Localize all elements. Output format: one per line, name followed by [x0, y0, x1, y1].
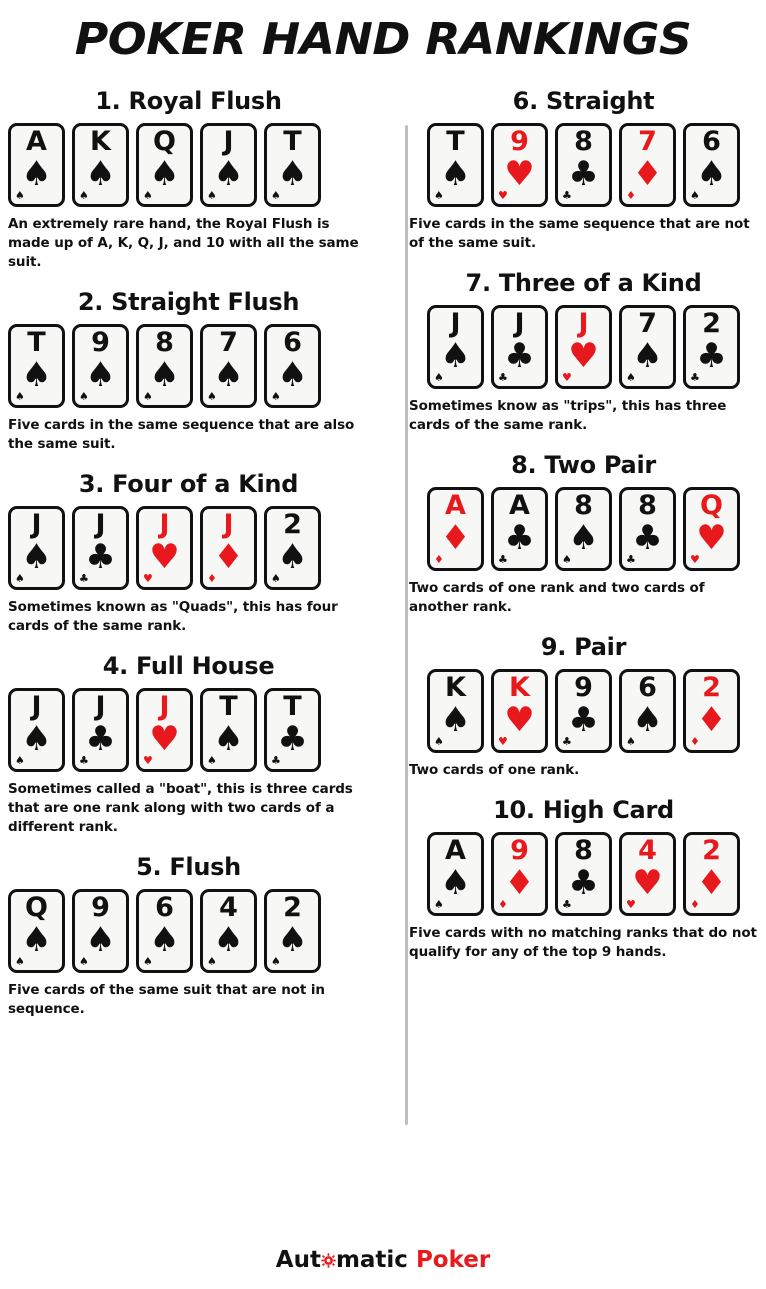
playing-card: [264, 889, 321, 973]
card-row: [409, 123, 758, 207]
card-rank: 2: [702, 835, 721, 866]
card-rank: J: [31, 691, 42, 722]
card-suit-corner-spade-icon: ♠: [79, 955, 89, 968]
card-rank: 9: [510, 126, 529, 157]
playing-card: [72, 506, 129, 590]
card-suit-club-icon: ♣: [277, 719, 308, 759]
card-suit-corner-spade-icon: ♠: [143, 955, 153, 968]
card-rank: T: [446, 126, 465, 157]
card-rank: J: [159, 509, 170, 540]
playing-card: [683, 669, 740, 753]
card-suit-club-icon: ♣: [85, 719, 116, 759]
card-rank: J: [95, 509, 106, 540]
card-suit-spade-icon: ♠: [21, 537, 52, 577]
card-row: [8, 123, 369, 207]
card-rank: 6: [702, 126, 721, 157]
brand-automatic-rest: matic: [335, 1247, 408, 1273]
card-suit-corner-club-icon: ♣: [562, 735, 572, 748]
hand-description: Sometimes know as "trips", this has three cards of the same rank.: [409, 398, 727, 433]
playing-card: [8, 506, 65, 590]
hand-title: 2. Straight Flush: [77, 288, 300, 316]
card-suit-spade-icon: ♠: [149, 355, 180, 395]
card-suit-spade-icon: ♠: [277, 920, 308, 960]
card-suit-heart-icon: ♥: [149, 537, 180, 577]
hand-description: Two cards of one rank and two cards of another rank.: [409, 580, 705, 615]
card-suit-spade-icon: ♠: [277, 154, 308, 194]
playing-card: [683, 487, 740, 571]
hand-block: [8, 652, 369, 837]
card-suit-diamond-icon: ♦: [504, 863, 535, 903]
card-suit-spade-icon: ♠: [277, 537, 308, 577]
card-suit-corner-club-icon: ♣: [271, 754, 281, 767]
playing-card: [683, 305, 740, 389]
card-rank: K: [509, 672, 530, 703]
card-rank: 2: [283, 509, 302, 540]
hand-title: 6. Straight: [512, 87, 655, 115]
hand-title: 4. Full House: [102, 652, 275, 680]
card-suit-spade-icon: ♠: [440, 863, 471, 903]
card-rank: 2: [283, 892, 302, 923]
playing-card: [427, 669, 484, 753]
card-row: [409, 487, 758, 571]
card-suit-club-icon: ♣: [568, 863, 599, 903]
card-suit-corner-heart-icon: ♥: [498, 735, 508, 748]
card-suit-corner-heart-icon: ♥: [143, 572, 153, 585]
card-suit-corner-club-icon: ♣: [562, 189, 572, 202]
hand-description: Five cards in the same sequence that are also the same suit.: [8, 417, 355, 452]
playing-card: [555, 123, 612, 207]
card-rank: J: [95, 691, 106, 722]
card-suit-club-icon: ♣: [85, 537, 116, 577]
hand-description: Sometimes called a "boat", this is three cards that are one rank along with two cards of a different rank.: [8, 781, 353, 835]
playing-card: [555, 305, 612, 389]
column-divider: [405, 125, 408, 1125]
card-suit-heart-icon: ♥: [504, 700, 535, 740]
hand-description: Two cards of one rank.: [409, 762, 580, 778]
playing-card: [72, 889, 129, 973]
card-suit-diamond-icon: ♦: [632, 154, 663, 194]
card-rank: 7: [638, 126, 657, 157]
card-rank: 4: [219, 892, 238, 923]
card-rank: J: [223, 509, 234, 540]
card-suit-corner-club-icon: ♣: [498, 553, 508, 566]
playing-card: [136, 506, 193, 590]
hand-title: 3. Four of a Kind: [78, 470, 299, 498]
playing-card: [200, 889, 257, 973]
card-suit-corner-diamond-icon: ♦: [434, 553, 444, 566]
card-rank: 8: [574, 490, 593, 521]
card-suit-corner-spade-icon: ♠: [271, 189, 281, 202]
playing-card: [72, 324, 129, 408]
card-suit-spade-icon: ♠: [21, 355, 52, 395]
hand-description: An extremely rare hand, the Royal Flush is made up of A, K, Q, J, and 10 with all the same suit.: [8, 216, 359, 270]
card-suit-spade-icon: ♠: [213, 154, 244, 194]
card-suit-corner-diamond-icon: ♦: [498, 898, 508, 911]
card-rank: 9: [510, 835, 529, 866]
card-row: [409, 669, 758, 753]
card-rank: A: [26, 126, 47, 157]
card-suit-spade-icon: ♠: [277, 355, 308, 395]
hand-block: [409, 796, 758, 962]
hand-description: Sometimes known as "Quads", this has four cards of the same rank.: [8, 599, 338, 634]
playing-card: [264, 324, 321, 408]
playing-card: [200, 324, 257, 408]
card-suit-spade-icon: ♠: [21, 719, 52, 759]
brand-automatic-first: Aut: [275, 1247, 321, 1273]
playing-card: [72, 688, 129, 772]
brand-poker: Poker: [415, 1247, 491, 1273]
playing-card: [200, 688, 257, 772]
card-rank: 2: [702, 308, 721, 339]
card-row: [8, 506, 369, 590]
card-suit-corner-club-icon: ♣: [79, 754, 89, 767]
card-rank: 9: [91, 327, 110, 358]
hand-block: [409, 451, 758, 617]
card-suit-spade-icon: ♠: [85, 355, 116, 395]
card-suit-spade-icon: ♠: [85, 154, 116, 194]
card-suit-corner-spade-icon: ♠: [15, 754, 25, 767]
card-suit-corner-club-icon: ♣: [498, 371, 508, 384]
card-suit-spade-icon: ♠: [440, 154, 471, 194]
card-rank: A: [445, 835, 466, 866]
playing-card: [264, 506, 321, 590]
card-row: [409, 305, 758, 389]
card-suit-spade-icon: ♠: [632, 336, 663, 376]
card-suit-corner-spade-icon: ♠: [271, 390, 281, 403]
hand-title: 1. Royal Flush: [95, 87, 282, 115]
card-row: [409, 832, 758, 916]
card-suit-corner-spade-icon: ♠: [434, 189, 444, 202]
card-suit-corner-club-icon: ♣: [79, 572, 89, 585]
hand-block: [8, 853, 369, 1019]
card-suit-corner-spade-icon: ♠: [79, 189, 89, 202]
columns-container: [0, 87, 766, 1035]
card-rank: T: [219, 691, 238, 722]
card-rank: J: [450, 308, 461, 339]
hand-title: 8. Two Pair: [511, 451, 656, 479]
playing-card: [136, 688, 193, 772]
card-rank: J: [514, 308, 525, 339]
card-rank: J: [578, 308, 589, 339]
card-suit-corner-spade-icon: ♠: [271, 572, 281, 585]
card-rank: Q: [153, 126, 176, 157]
card-suit-corner-heart-icon: ♥: [690, 553, 700, 566]
card-suit-club-icon: ♣: [568, 700, 599, 740]
playing-card: [136, 123, 193, 207]
card-suit-corner-spade-icon: ♠: [143, 390, 153, 403]
card-suit-corner-diamond-icon: ♦: [626, 189, 636, 202]
playing-card: [491, 487, 548, 571]
card-suit-heart-icon: ♥: [149, 719, 180, 759]
card-rank: 8: [155, 327, 174, 358]
card-rank: 7: [219, 327, 238, 358]
card-rank: 4: [638, 835, 657, 866]
card-suit-spade-icon: ♠: [632, 700, 663, 740]
playing-card: [8, 324, 65, 408]
card-row: [8, 688, 369, 772]
playing-card: [8, 123, 65, 207]
card-suit-corner-spade-icon: ♠: [15, 572, 25, 585]
card-rank: 6: [638, 672, 657, 703]
page-title: POKER HAND RANKINGS: [74, 14, 692, 65]
card-suit-spade-icon: ♠: [85, 920, 116, 960]
hand-block: [8, 87, 369, 272]
gear-icon: [321, 1248, 336, 1263]
card-suit-spade-icon: ♠: [149, 154, 180, 194]
hand-description: Five cards with no matching ranks that do not qualify for any of the top 9 hands.: [409, 925, 757, 960]
card-suit-corner-club-icon: ♣: [690, 371, 700, 384]
card-row: [8, 889, 369, 973]
card-rank: T: [283, 126, 302, 157]
card-row: [8, 324, 369, 408]
card-suit-corner-heart-icon: ♥: [562, 371, 572, 384]
card-rank: 7: [638, 308, 657, 339]
playing-card: [491, 832, 548, 916]
card-rank: 6: [155, 892, 174, 923]
playing-card: [683, 832, 740, 916]
card-suit-spade-icon: ♠: [440, 336, 471, 376]
card-suit-corner-spade-icon: ♠: [626, 371, 636, 384]
card-suit-spade-icon: ♠: [213, 719, 244, 759]
card-suit-corner-club-icon: ♣: [626, 553, 636, 566]
hand-block: [8, 470, 369, 636]
hand-title: 10. High Card: [493, 796, 674, 824]
card-suit-club-icon: ♣: [504, 518, 535, 558]
card-rank: K: [445, 672, 466, 703]
card-suit-corner-spade-icon: ♠: [15, 955, 25, 968]
playing-card: [491, 669, 548, 753]
card-rank: 8: [574, 126, 593, 157]
hand-block: [409, 87, 758, 253]
card-suit-spade-icon: ♠: [440, 700, 471, 740]
card-suit-corner-heart-icon: ♥: [498, 189, 508, 202]
card-rank: 8: [574, 835, 593, 866]
card-suit-corner-diamond-icon: ♦: [207, 572, 217, 585]
card-suit-diamond-icon: ♦: [213, 537, 244, 577]
card-suit-corner-spade-icon: ♠: [434, 735, 444, 748]
card-suit-corner-spade-icon: ♠: [271, 955, 281, 968]
playing-card: [619, 487, 676, 571]
card-suit-spade-icon: ♠: [21, 920, 52, 960]
card-suit-spade-icon: ♠: [149, 920, 180, 960]
hand-block: [409, 633, 758, 780]
playing-card: [136, 324, 193, 408]
card-suit-corner-spade-icon: ♠: [15, 189, 25, 202]
card-suit-spade-icon: ♠: [21, 154, 52, 194]
card-suit-club-icon: ♣: [504, 336, 535, 376]
playing-card: [427, 123, 484, 207]
hand-description: Five cards of the same suit that are not in sequence.: [8, 982, 325, 1017]
card-suit-corner-heart-icon: ♥: [626, 898, 636, 911]
card-suit-heart-icon: ♥: [504, 154, 535, 194]
playing-card: [427, 487, 484, 571]
card-suit-corner-spade-icon: ♠: [207, 955, 217, 968]
card-suit-heart-icon: ♥: [696, 518, 727, 558]
card-rank: 9: [91, 892, 110, 923]
card-suit-corner-spade-icon: ♠: [207, 390, 217, 403]
hand-block: [8, 288, 369, 454]
playing-card: [8, 889, 65, 973]
card-rank: J: [159, 691, 170, 722]
card-suit-corner-spade-icon: ♠: [690, 189, 700, 202]
playing-card: [200, 123, 257, 207]
card-suit-corner-spade-icon: ♠: [15, 390, 25, 403]
playing-card: [264, 688, 321, 772]
card-rank: 2: [702, 672, 721, 703]
hand-block: [409, 269, 758, 435]
card-suit-corner-spade-icon: ♠: [434, 898, 444, 911]
left-column: [0, 87, 383, 1035]
card-suit-corner-spade-icon: ♠: [207, 754, 217, 767]
card-suit-spade-icon: ♠: [696, 154, 727, 194]
playing-card: [619, 123, 676, 207]
card-rank: K: [90, 126, 111, 157]
card-rank: T: [27, 327, 46, 358]
playing-card: [200, 506, 257, 590]
playing-card: [427, 832, 484, 916]
playing-card: [555, 487, 612, 571]
card-suit-corner-spade-icon: ♠: [207, 189, 217, 202]
footer-brand: [0, 1247, 766, 1273]
card-suit-club-icon: ♣: [632, 518, 663, 558]
hand-title: 9. Pair: [540, 633, 627, 661]
card-suit-corner-spade-icon: ♠: [79, 390, 89, 403]
card-suit-corner-heart-icon: ♥: [143, 754, 153, 767]
card-suit-diamond-icon: ♦: [696, 863, 727, 903]
playing-card: [555, 669, 612, 753]
card-suit-diamond-icon: ♦: [440, 518, 471, 558]
hand-title: 5. Flush: [136, 853, 241, 881]
card-suit-club-icon: ♣: [568, 154, 599, 194]
card-rank: J: [31, 509, 42, 540]
card-suit-corner-diamond-icon: ♦: [690, 735, 700, 748]
playing-card: [619, 669, 676, 753]
card-suit-corner-spade-icon: ♠: [143, 189, 153, 202]
card-suit-corner-club-icon: ♣: [562, 898, 572, 911]
card-rank: Q: [700, 490, 723, 521]
playing-card: [491, 305, 548, 389]
card-rank: T: [283, 691, 302, 722]
card-suit-spade-icon: ♠: [213, 920, 244, 960]
playing-card: [72, 123, 129, 207]
card-suit-spade-icon: ♠: [568, 518, 599, 558]
playing-card: [136, 889, 193, 973]
card-rank: J: [223, 126, 234, 157]
card-rank: A: [509, 490, 530, 521]
playing-card: [619, 832, 676, 916]
card-rank: Q: [25, 892, 48, 923]
hand-description: Five cards in the same sequence that are not of the same suit.: [409, 216, 750, 251]
card-suit-corner-spade-icon: ♠: [562, 553, 572, 566]
playing-card: [427, 305, 484, 389]
poker-hand-rankings-infographic: [0, 14, 766, 1289]
card-suit-diamond-icon: ♦: [696, 700, 727, 740]
card-rank: 9: [574, 672, 593, 703]
card-rank: 6: [283, 327, 302, 358]
playing-card: [683, 123, 740, 207]
playing-card: [619, 305, 676, 389]
card-rank: A: [445, 490, 466, 521]
card-suit-heart-icon: ♥: [632, 863, 663, 903]
card-suit-spade-icon: ♠: [213, 355, 244, 395]
card-rank: 8: [638, 490, 657, 521]
playing-card: [264, 123, 321, 207]
playing-card: [491, 123, 548, 207]
card-suit-heart-icon: ♥: [568, 336, 599, 376]
right-column: [383, 87, 766, 978]
hand-title: 7. Three of a Kind: [465, 269, 702, 297]
card-suit-corner-diamond-icon: ♦: [690, 898, 700, 911]
playing-card: [555, 832, 612, 916]
playing-card: [8, 688, 65, 772]
card-suit-corner-spade-icon: ♠: [626, 735, 636, 748]
card-suit-club-icon: ♣: [696, 336, 727, 376]
card-suit-corner-spade-icon: ♠: [434, 371, 444, 384]
